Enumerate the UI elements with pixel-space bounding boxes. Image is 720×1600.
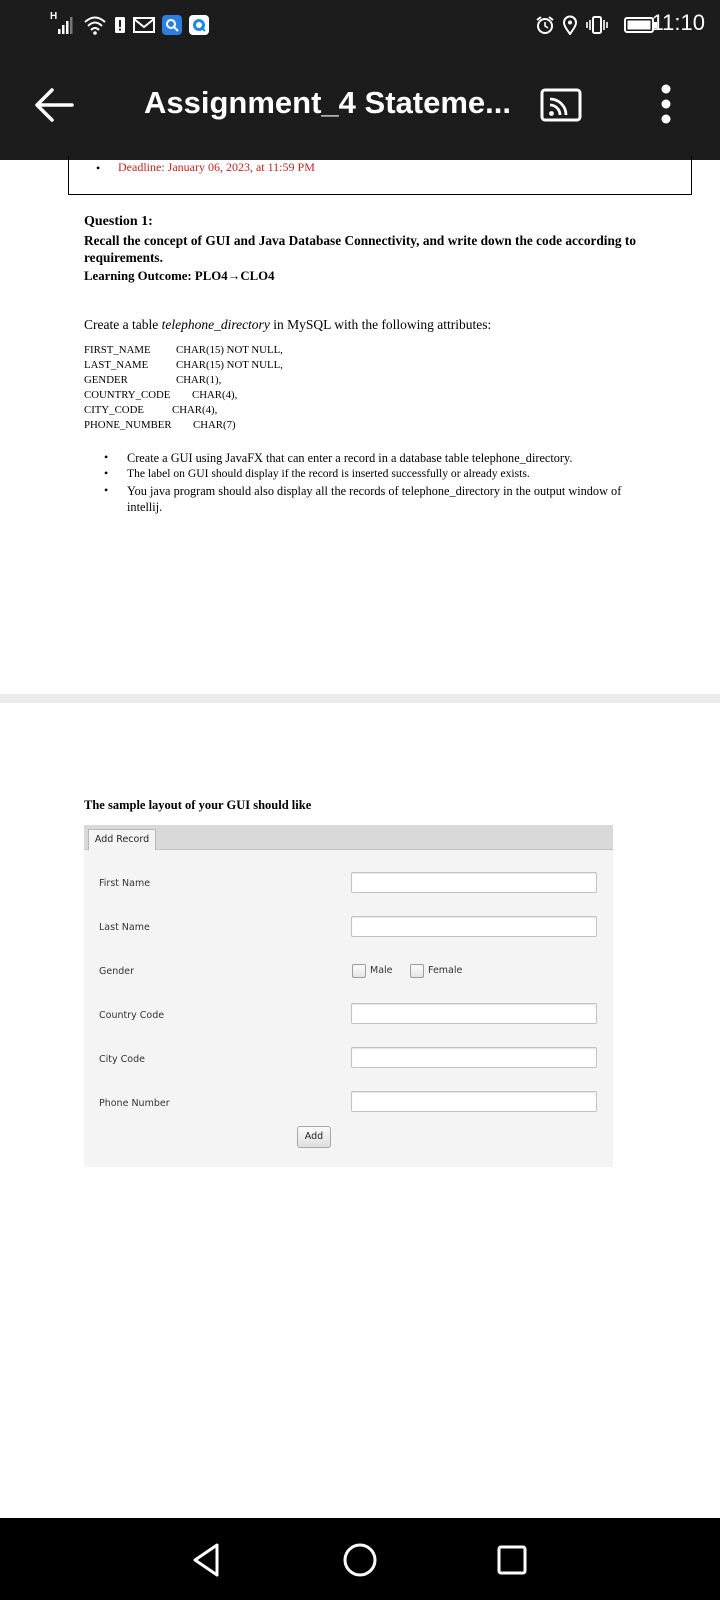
attr-name: FIRST_NAME (84, 344, 151, 356)
document-title: Assignment_4 Stateme... (144, 85, 511, 120)
recents-square-icon (492, 1540, 532, 1580)
alarm-icon (535, 15, 555, 35)
female-checkbox (410, 964, 424, 978)
male-label: Male (370, 965, 393, 976)
cast-button[interactable] (540, 87, 582, 123)
attr-type: CHAR(1), (176, 374, 222, 386)
vibrate-icon (585, 15, 609, 35)
last-name-field (351, 916, 597, 937)
page-break (0, 694, 720, 703)
city-code-field (351, 1047, 597, 1068)
location-icon (562, 15, 578, 35)
qfind-app-icon (189, 15, 209, 35)
first-name-label: First Name (99, 878, 151, 889)
gmail-icon (133, 16, 155, 34)
attr-name: CITY_CODE (84, 404, 144, 416)
table-name: telephone_directory (161, 317, 270, 332)
home-circle-icon (340, 1540, 380, 1580)
back-button[interactable] (28, 80, 78, 130)
create-prefix: Create a table (84, 317, 162, 332)
requirement-bullet: Create a GUI using JavaFX that can enter a record in a database table telephone_directory. (127, 451, 573, 465)
h-plus-signal-icon (50, 11, 76, 36)
status-left-icons (50, 12, 209, 38)
cast-icon (540, 87, 582, 123)
deadline-text: Deadline: January 06, 2023, at 11:59 PM (118, 160, 315, 174)
sample-layout-caption: The sample layout of your GUI should like (84, 798, 312, 812)
female-label: Female (428, 965, 463, 976)
bullet-dot: • (104, 483, 109, 497)
requirement-bullet: The label on GUI should display if the record is inserted successfully or already exists. (127, 467, 530, 480)
app-bar (0, 50, 720, 160)
document-page[interactable] (0, 160, 720, 1518)
attr-type: CHAR(4), (172, 404, 218, 416)
status-right-icons (535, 12, 658, 38)
male-checkbox (352, 964, 366, 978)
nav-recents-button[interactable] (492, 1540, 532, 1580)
last-name-label: Last Name (99, 922, 150, 933)
more-vert-icon (650, 81, 682, 127)
create-table-instruction (84, 317, 491, 333)
attr-type: CHAR(15) NOT NULL, (176, 344, 283, 356)
attr-name: GENDER (84, 374, 128, 386)
alert-icon (114, 15, 126, 35)
back-triangle-icon (187, 1540, 227, 1580)
learning-outcome: Learning Outcome: PLO4→CLO4 (84, 269, 275, 283)
nav-back-button[interactable] (187, 1540, 227, 1580)
deadline-bullet: • (96, 161, 101, 175)
gender-label: Gender (99, 966, 135, 977)
attr-name: COUNTRY_CODE (84, 389, 171, 401)
country-code-label: Country Code (99, 1010, 165, 1021)
attr-name: LAST_NAME (84, 359, 149, 371)
attr-type: CHAR(4), (192, 389, 238, 401)
signal-label: H (50, 11, 58, 22)
question-title: Question 1: (84, 214, 153, 229)
bullet-dot: • (104, 450, 109, 464)
attr-type: CHAR(15) NOT NULL, (176, 359, 283, 371)
question-body: Recall the concept of GUI and Java Database Connectivity, and write down the code according to requirements. (84, 233, 636, 265)
bullet-dot: • (104, 466, 109, 480)
country-code-field (351, 1003, 597, 1024)
phone-number-label: Phone Number (99, 1098, 170, 1109)
tab-header (84, 825, 613, 850)
nav-home-button[interactable] (340, 1540, 380, 1580)
attr-type: CHAR(7) (193, 419, 236, 431)
requirement-bullet: You java program should also display all the records of telephone_directory in the output window of intellij. (127, 484, 622, 514)
tab-add-record: Add Record (88, 829, 156, 850)
search-app-icon (162, 15, 182, 35)
attr-name: PHONE_NUMBER (84, 419, 172, 431)
back-arrow-icon (28, 80, 78, 130)
wifi-icon (83, 14, 107, 36)
city-code-label: City Code (99, 1054, 145, 1065)
navigation-bar (0, 1518, 720, 1600)
create-suffix: in MySQL with the following attributes: (269, 317, 492, 332)
more-options-button[interactable] (650, 81, 682, 127)
deadline-box (68, 156, 692, 195)
status-bar (0, 0, 720, 50)
sample-gui-image (84, 825, 613, 1167)
first-name-field (351, 872, 597, 893)
add-button: Add (297, 1126, 331, 1148)
status-time: 11:10 (651, 10, 705, 35)
phone-number-field (351, 1091, 597, 1112)
